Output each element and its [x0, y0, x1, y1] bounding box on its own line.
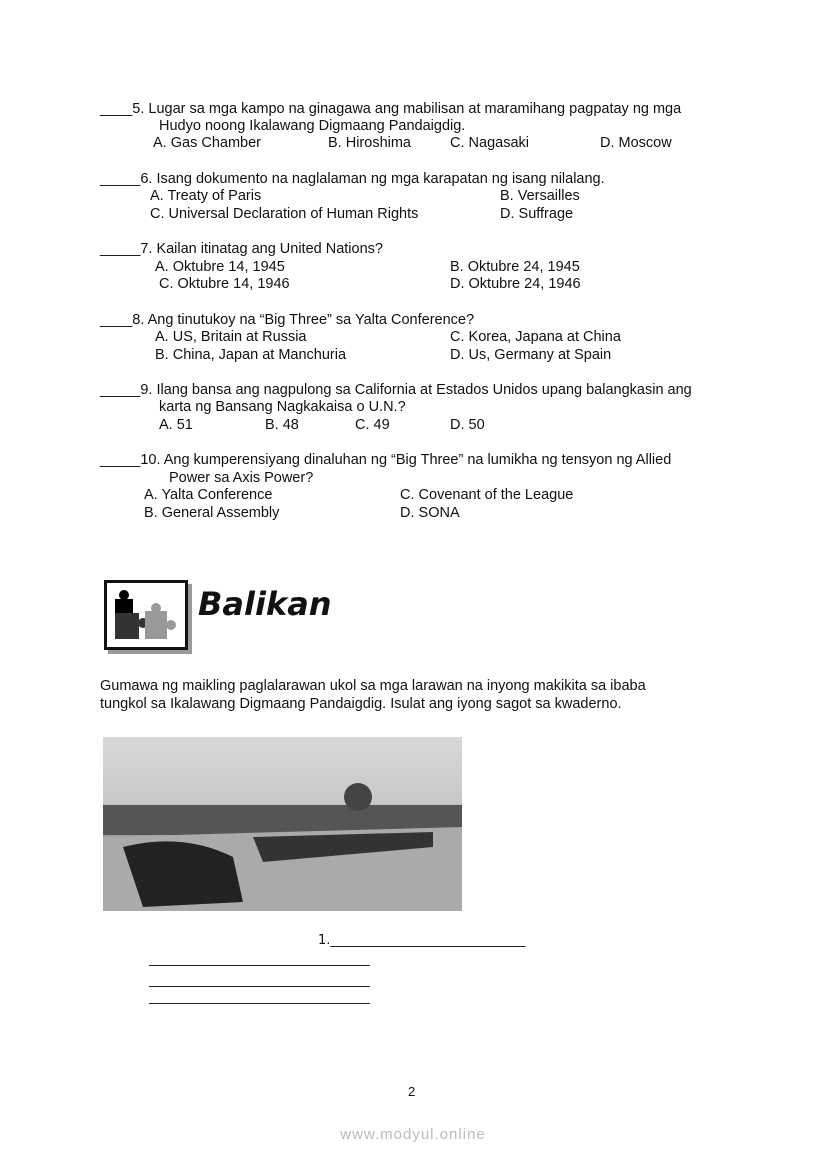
option: D. Oktubre 24, 1946	[450, 276, 581, 292]
option: D. Us, Germany at Spain	[450, 347, 612, 363]
option: A. US, Britain at Russia	[155, 329, 307, 345]
question-5-stem: ____5. Lugar sa mga kampo na ginagawa ang mabilisan at maramihang pagpatay ng mga	[100, 101, 682, 117]
ww2-photo	[103, 737, 462, 911]
watermark: www.modyul.online	[340, 1126, 486, 1143]
question-8-stem: ____8. Ang tinutukoy na “Big Three” sa Yalta Conference?	[100, 312, 475, 328]
instructions-cont: tungkol sa Ikalawang Digmaang Pandaigdig. Isulat ang iyong sagot sa kwaderno.	[100, 696, 622, 712]
question-5-stem-cont: Hudyo noong Ikalawang Digmaang Pandaigdig.	[159, 118, 466, 134]
answer-line	[149, 986, 370, 987]
option: B. Oktubre 24, 1945	[450, 259, 580, 275]
option: A. Treaty of Paris	[150, 188, 262, 204]
answer-label: 1.______________________________	[318, 933, 526, 948]
question-10-stem-cont: Power sa Axis Power?	[169, 470, 314, 486]
option: D. Suffrage	[500, 206, 574, 222]
answer-line	[149, 1003, 370, 1004]
question-6-stem: _____6. Isang dokumento na naglalaman ng mga karapatan ng isang nilalang.	[100, 171, 605, 187]
question-9-stem-cont: karta ng Bansang Nagkakaisa o U.N.?	[159, 399, 406, 415]
option: C. 49	[355, 417, 390, 433]
option: B. Hiroshima	[328, 135, 411, 151]
option: A. 51	[159, 417, 193, 433]
option: C. Korea, Japana at China	[450, 329, 621, 345]
option: A. Oktubre 14, 1945	[155, 259, 285, 275]
option: A. Gas Chamber	[153, 135, 261, 151]
question-9-stem: _____9. Ilang bansa ang nagpulong sa California at Estados Unidos upang balangkasin ang	[100, 382, 692, 398]
question-10-stem: _____10. Ang kumperensiyang dinaluhan ng “Big Three” na lumikha ng tensyon ng Allied	[100, 452, 672, 468]
option: B. General Assembly	[144, 505, 280, 521]
question-7-stem: _____7. Kailan itinatag ang United Nations?	[100, 241, 383, 257]
page-number: 2	[408, 1084, 416, 1099]
option: D. 50	[450, 417, 485, 433]
section-title: Balikan	[198, 585, 332, 623]
option: C. Universal Declaration of Human Rights	[150, 206, 419, 222]
puzzle-icon	[104, 580, 188, 650]
option: B. Versailles	[500, 188, 580, 204]
option: D. Moscow	[600, 135, 672, 151]
option: C. Nagasaki	[450, 135, 529, 151]
option: B. 48	[265, 417, 299, 433]
instructions: Gumawa ng maikling paglalarawan ukol sa mga larawan na inyong makikita sa ibaba	[100, 678, 646, 694]
option: A. Yalta Conference	[144, 487, 273, 503]
option: C. Covenant of the League	[400, 487, 574, 503]
answer-line	[149, 965, 370, 966]
option: D. SONA	[400, 505, 460, 521]
option: C. Oktubre 14, 1946	[159, 276, 290, 292]
option: B. China, Japan at Manchuria	[155, 347, 347, 363]
